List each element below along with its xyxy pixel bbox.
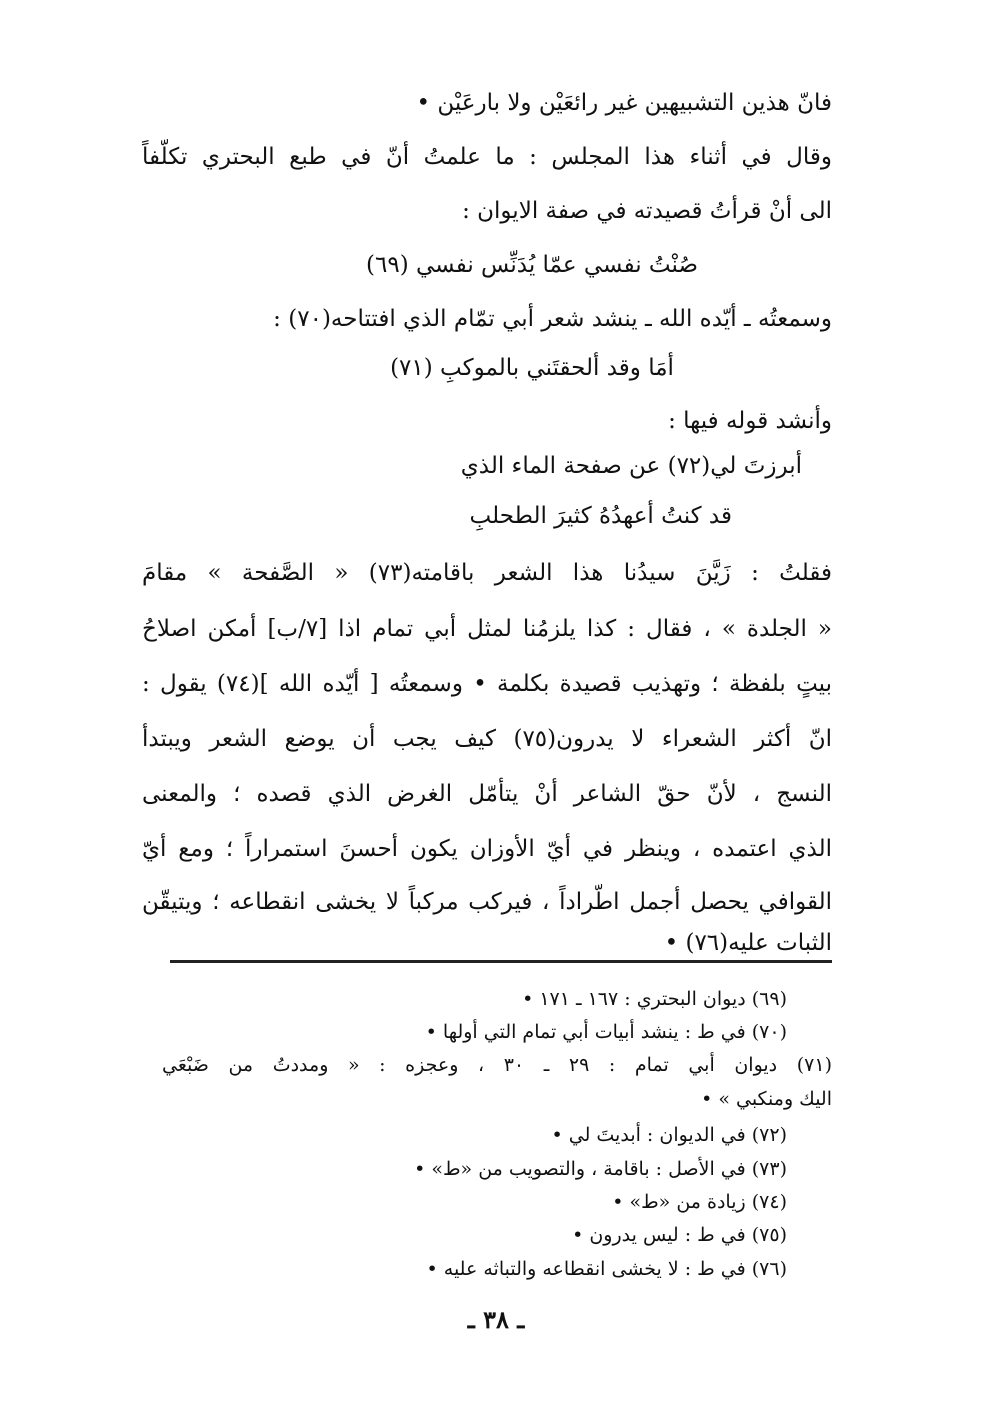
text-line-4: وسمعتُه ـ أيّده الله ـ ينشد شعر أبي تمّام الذي افتتاحه(٧٠) : (273, 306, 832, 332)
verse-2: أمَا وقد ألحقتَني بالموكبِ (٧١) (390, 355, 674, 381)
verse-3-second-hemistich: قد كنتُ أعهدُهُ كثيرَ الطحلبِ (469, 503, 732, 529)
text-line-13: الثبات عليه(٧٦) • (664, 930, 832, 956)
text-line-3: الى أنْ قرأتُ قصيدته في صفة الايوان : (462, 198, 832, 224)
footnote-71: (٧١) ديوان أبي تمام : ٢٩ ـ ٣٠ ، وعجزه : « ومددتُ من ضَبْعَي (162, 1054, 832, 1076)
text-line-7: « الجلدة » ، فقال : كذا يلزمُنا لمثل أبي تمام اذا [٧/ب] أمكن اصلاحُ (142, 616, 832, 642)
text-line-11: الذي اعتمده ، وينظر في أيّ الأوزان يكون أحسنَ استمراراً ؛ ومع أيّ (142, 836, 832, 862)
footnote-76: (٧٦) في ط : لا يخشى انقطاعه والتباثه عليه • (426, 1258, 787, 1280)
text-line-12: القوافي يحصل أجمل اطّراداً ، فيركب مركباً لا يخشى انقطاعه ؛ ويتيقّن (142, 889, 832, 915)
page-number: ـ ٣٨ ـ (467, 1305, 525, 1334)
verse-3-first-hemistich: أبرزتَ لي(٧٢) عن صفحة الماء الذي (460, 453, 802, 479)
footnote-71-continued: اليك ومنكبي » • (701, 1088, 832, 1110)
footnote-72: (٧٢) في الديوان : أبديتَ لي • (551, 1124, 787, 1146)
text-line-10: النسج ، لأنّ حقّ الشاعر أنْ يتأمّل الغرض الذي قصده ؛ والمعنى (142, 781, 832, 807)
text-line-9: انّ أكثر الشعراء لا يدرون(٧٥) كيف يجب أن يوضع الشعر ويبتدأ (142, 726, 833, 752)
text-line-6: فقلتُ : زَيَّنَ سيدُنا هذا الشعر باقامته(٧٣) « الصَّفحة » مقامَ (142, 560, 832, 586)
footnote-73: (٧٣) في الأصل : باقامة ، والتصويب من «ط» • (414, 1158, 787, 1180)
text-line-1: فانّ هذين التشبيهين غير رائعَيْن ولا بارعَيْن • (416, 90, 832, 116)
text-line-2: وقال في أثناء هذا المجلس : ما علمتُ أنّ في طبع البحتري تكلّفاً (142, 144, 832, 170)
footnote-separator (170, 960, 832, 963)
text-line-8: بيتٍ بلفظة ؛ وتهذيب قصيدة بكلمة • وسمعتُه [ أيّده الله ](٧٤) يقول : (142, 671, 832, 697)
text-line-5: وأنشد قوله فيها : (668, 408, 832, 434)
footnote-74: (٧٤) زيادة من «ط» • (612, 1191, 787, 1213)
verse-1: صُنْتُ نفسي عمّا يُدَنِّس نفسي (٦٩) (366, 252, 698, 278)
footnote-75: (٧٥) في ط : ليس يدرون • (572, 1224, 787, 1246)
footnote-70: (٧٠) في ط : ينشد أبيات أبي تمام التي أولها • (425, 1021, 787, 1043)
footnote-69: (٦٩) ديوان البحتري : ١٦٧ ـ ١٧١ • (522, 988, 787, 1010)
